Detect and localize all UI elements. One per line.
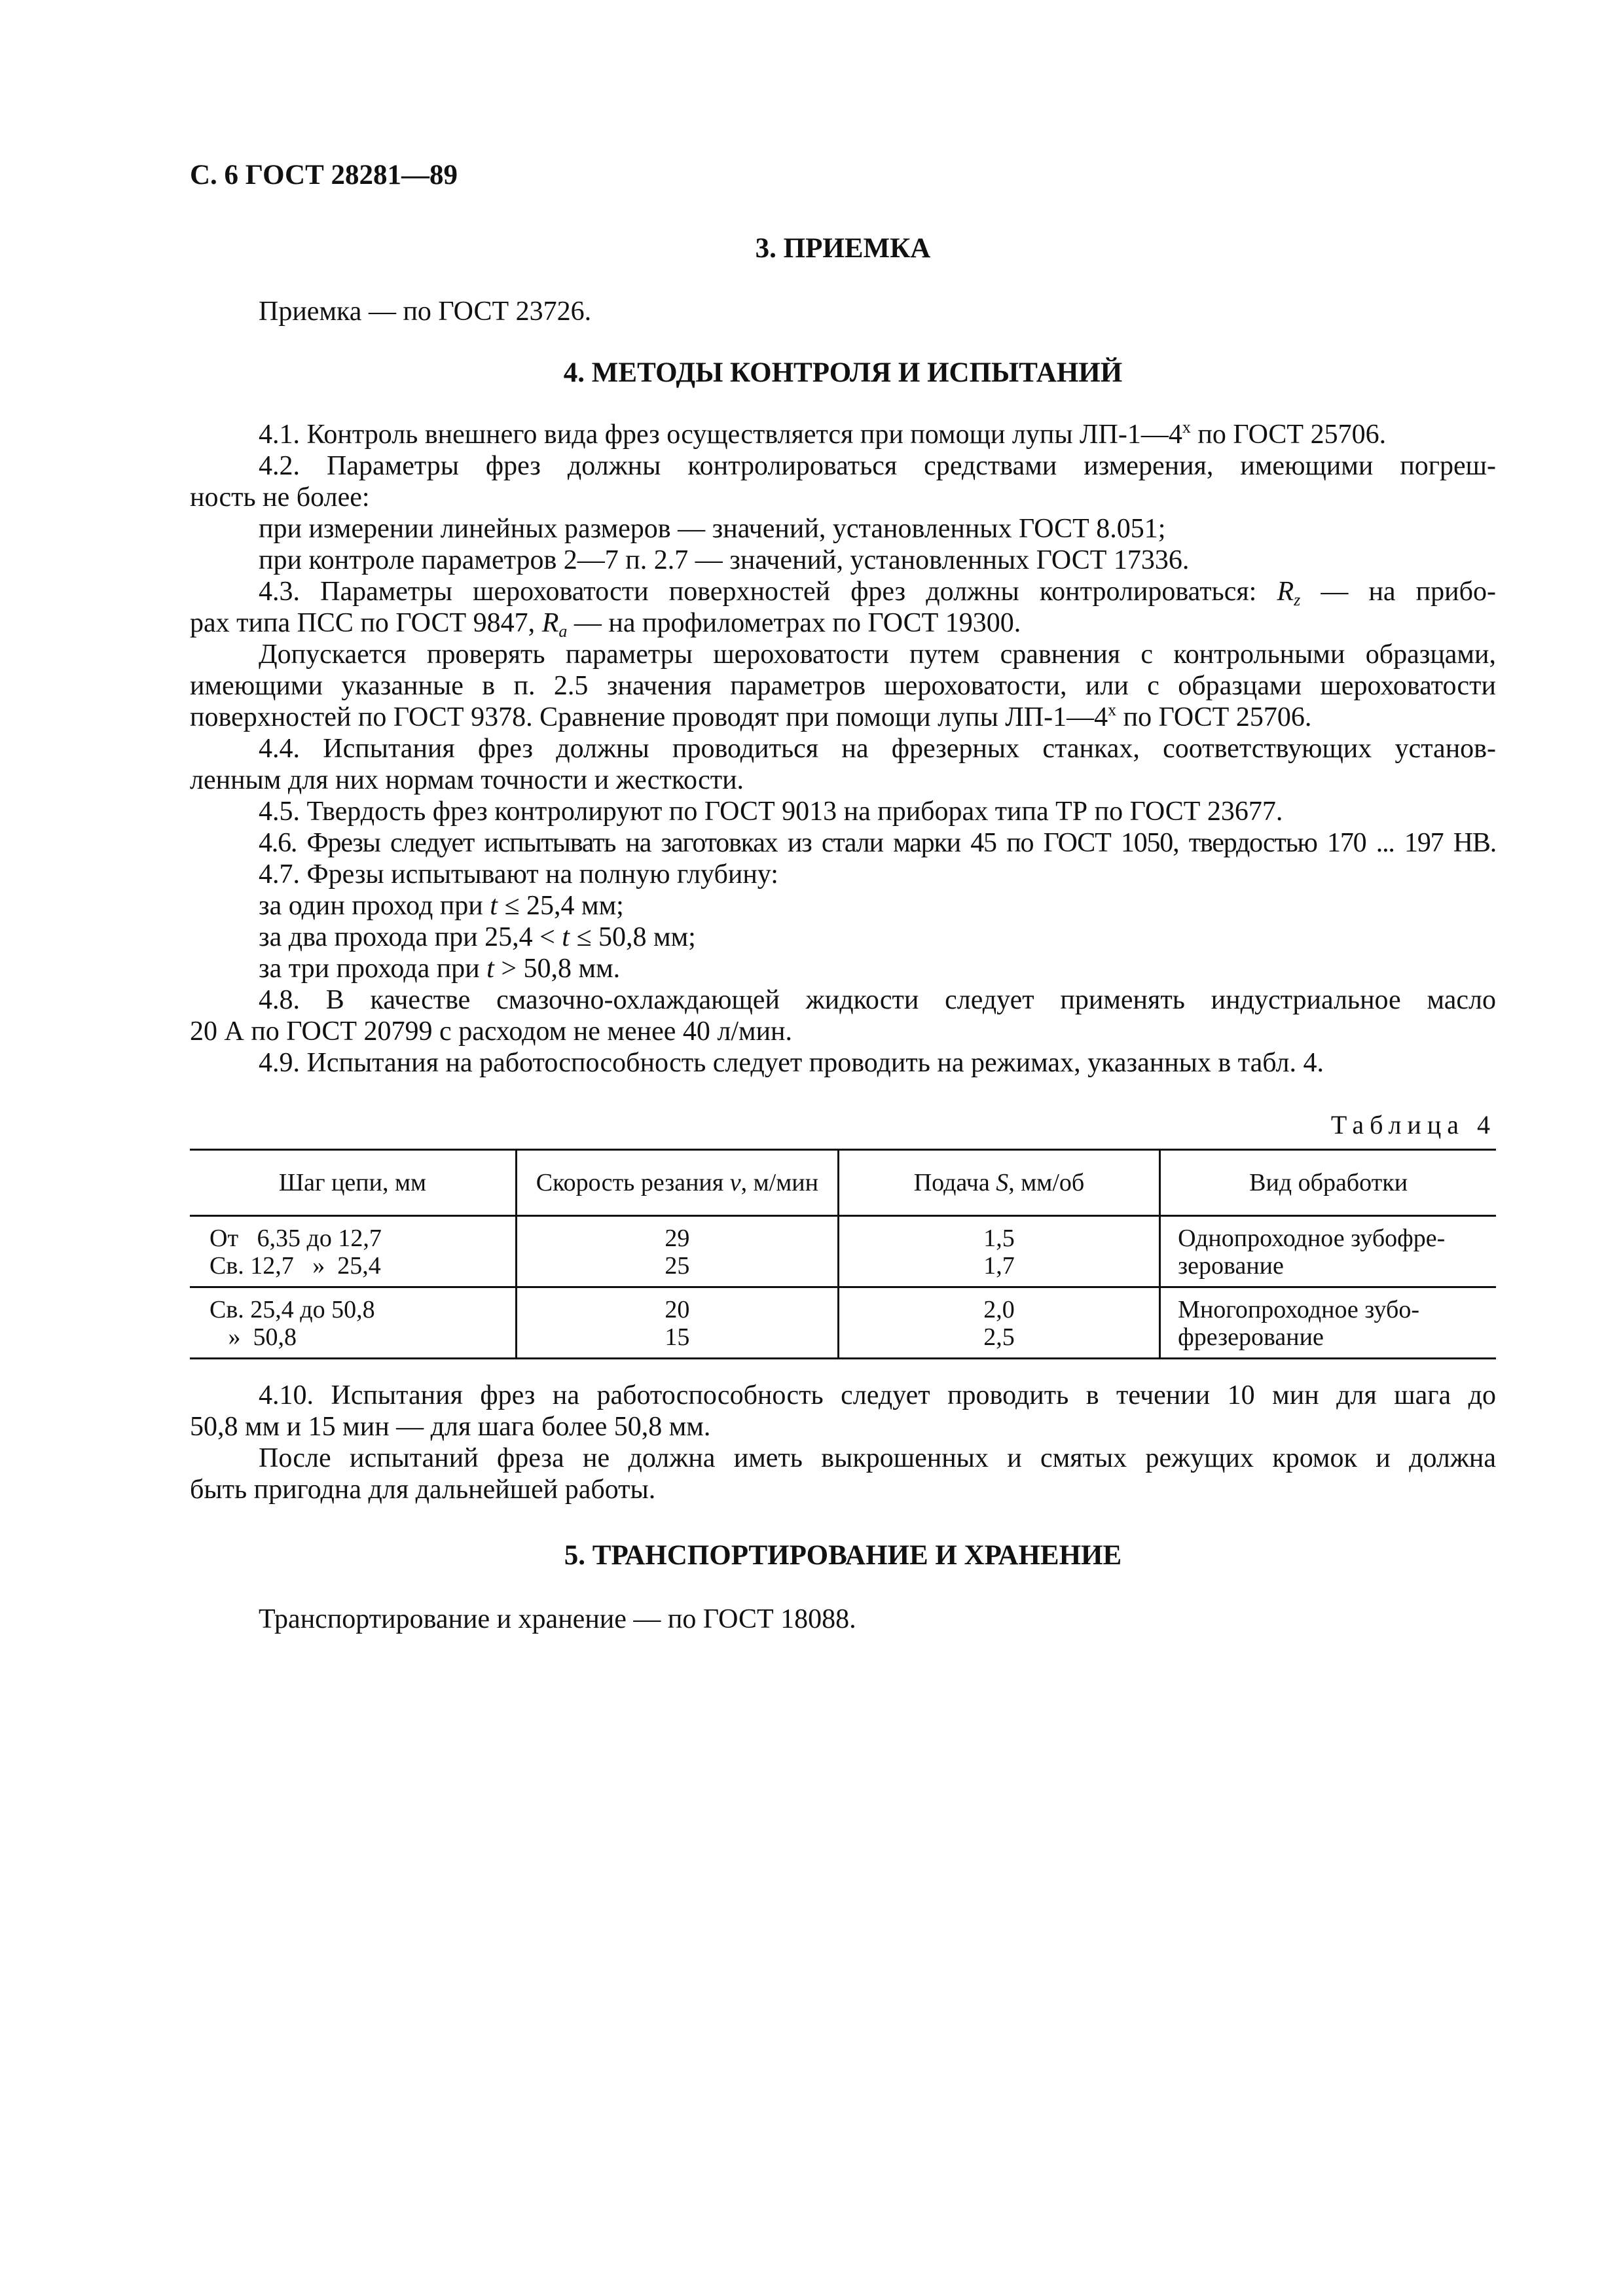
table-row [190,1216,1496,1287]
table-row [190,1287,1496,1359]
cell-type: Однопроходное зубофре- зерование [1160,1216,1496,1287]
section-5-text: Транспортирование и хранение — по ГОСТ 18088. [259,1604,856,1634]
col-header-type: Вид обработки [1160,1150,1496,1216]
paragraph-4-1: 4.1. Контроль внешнего вида фрез осуществляется при помощи лупы $ЛП-1—4^х$ по ГОСТ 25706. [259,418,1387,450]
paragraph-4-2: 4.2. Параметры фрез должны контролироваться средствами измерения, имеющими погреш- ность не более: при измерении линейных размеров — значений, установленных ГОСТ 8.051; при контроле параметров 2—7 п. 2.7 — значений, установленных ГОСТ 17336. [190,451,1496,575]
paragraph-4-3-comparison: Допускается проверять параметры шероховатости путем сравнения с контрольными образцами, имеющими указанные в п. 2.5 значения параметров шероховатости, или с образцами шероховатости поверхностей по ГОСТ 9378. Сравнение проводят при помощи лупы $ЛП-1—4^х$ по ГОСТ 25706. [190,639,1496,732]
paragraph-4-5: 4.5. Твердость фрез контролируют по ГОСТ 9013 на приборах типа ТР по ГОСТ 23677. [259,797,1283,827]
col-header-feed: Подача S, мм/об [838,1150,1159,1216]
paragraph-4-3: 4.3. Параметры шероховатости поверхностей фрез должны контролироваться: $R_z$ — на прибо- рах типа ПСС по ГОСТ 9847, $R_a$ — на профилометрах по ГОСТ 19300. [190,577,1496,641]
paragraph-4-9: 4.9. Испытания на работоспособность следует проводить на режимах, указанных в табл. 4. [259,1048,1324,1078]
paragraph-4-8: 4.8. В качестве смазочно-охлаждающей жидкости следует применять индустриальное масло 20 А по ГОСТ 20799 с расходом не менее 40 л/мин. [190,985,1496,1047]
cell-feed: 1,5 1,7 [838,1216,1159,1287]
col-header-speed: Скорость резания v, м/мин [516,1150,838,1216]
paragraph-after-tests: После испытаний фреза не должна иметь выкрошенных и смятых режущих кромок и должна быть пригодна для дальнейшей работы. [190,1443,1496,1505]
section-5-title: 5. ТРАНСПОРТИРОВАНИЕ И ХРАНЕНИЕ [564,1540,1122,1571]
col-header-pitch: Шаг цепи, мм [190,1150,516,1216]
paragraph-4-4: 4.4. Испытания фрез должны проводиться на фрезерных станках, соответствующих установ- ленным для них нормам точности и жесткости. [190,734,1496,795]
table-header-row [190,1150,1496,1216]
paragraph-4-7: 4.7. Фрезы испытывают на полную глубину: за один проход при t ≤ 25,4 мм; за два прохода при 25,4 < t ≤ 50,8 мм; за три прохода при t > 50,8 мм. [259,859,778,984]
page-header: С. 6 ГОСТ 28281—89 [190,160,458,190]
cell-type: Многопроходное зубо- фрезерование [1160,1287,1496,1359]
cell-pitch: Св. 25,4 до 50,8 » 50,8 [190,1287,516,1359]
cell-speed: 29 25 [516,1216,838,1287]
cell-speed: 20 15 [516,1287,838,1359]
cell-pitch: От 6,35 до 12,7 Св. 12,7 » 25,4 [190,1216,516,1287]
cell-feed: 2,0 2,5 [838,1287,1159,1359]
section-3-title: 3. ПРИЕМКА [755,233,931,264]
section-4-title: 4. МЕТОДЫ КОНТРОЛЯ И ИСПЫТАНИЙ [563,357,1123,388]
paragraph-4-10: 4.10. Испытания фрез на работоспособность следует проводить в течении 10 мин для шага до 50,8 мм и 15 мин — для шага более 50,8 мм. [190,1380,1496,1442]
section-3-text: Приемка — по ГОСТ 23726. [259,296,592,327]
paragraph-4-6: 4.6. Фрезы следует испытывать на заготовках из стали марки 45 по ГОСТ 1050, твердостью 170 ... 197 НВ. [259,828,1496,858]
table-4 [190,1149,1496,1359]
table-caption: Таблица 4 [1330,1110,1496,1139]
